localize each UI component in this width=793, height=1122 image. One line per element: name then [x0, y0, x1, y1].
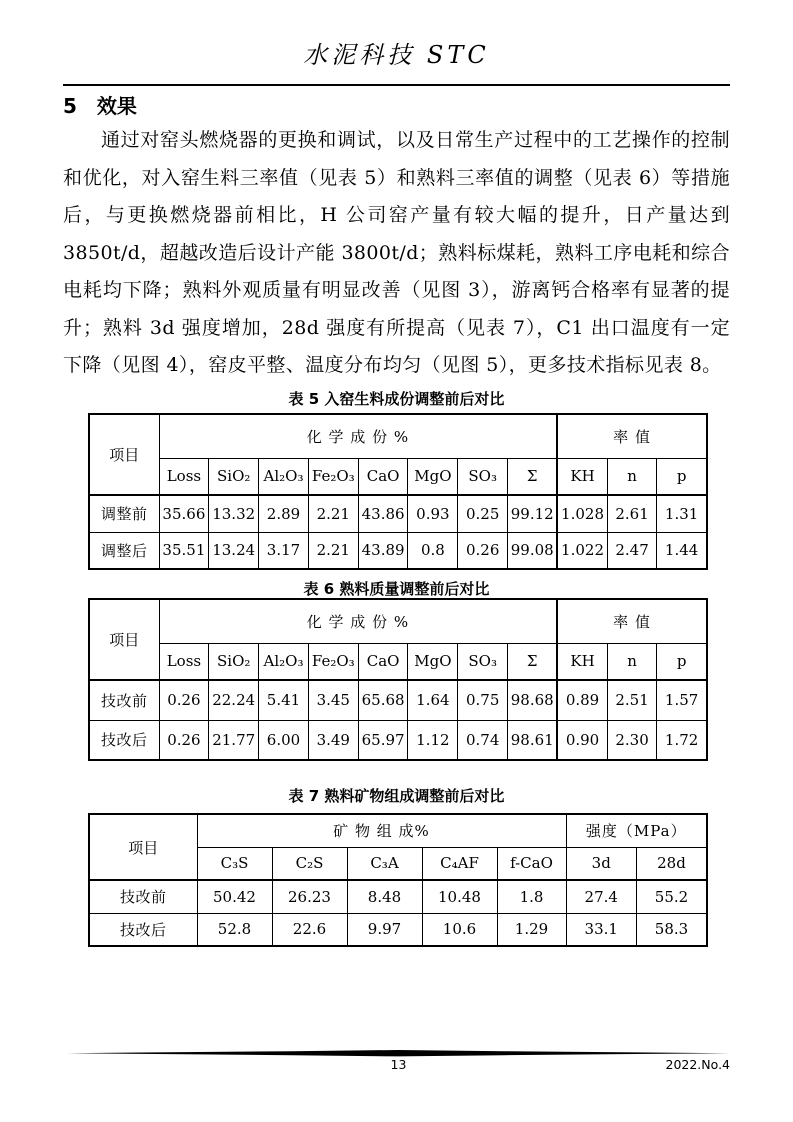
group-header: 强度（MPa） — [566, 814, 707, 847]
corner-header: 项目 — [89, 814, 197, 880]
table5-raw-meal-composition — [88, 413, 708, 570]
column-header: p — [657, 458, 707, 495]
data-cell: 35.66 — [159, 495, 209, 532]
data-cell: 0.26 — [159, 680, 209, 720]
data-cell: 1.29 — [497, 913, 566, 946]
data-cell: 1.31 — [657, 495, 707, 532]
data-cell: 43.86 — [358, 495, 408, 532]
data-cell: 1.44 — [657, 532, 707, 569]
data-cell: 1.8 — [497, 880, 566, 913]
data-cell: 5.41 — [259, 680, 309, 720]
table-row — [89, 532, 707, 569]
group-header: 率 值 — [557, 414, 706, 458]
header-rule — [63, 84, 730, 86]
data-cell: 43.89 — [358, 532, 408, 569]
column-header: 28d — [637, 847, 708, 880]
column-header: Loss — [159, 643, 209, 680]
table6-clinker-quality — [88, 598, 708, 761]
data-cell: 33.1 — [566, 913, 637, 946]
column-header: Al₂O₃ — [259, 458, 309, 495]
page-number: 13 — [390, 1057, 407, 1072]
data-cell: 0.75 — [458, 680, 508, 720]
data-cell: 1.12 — [408, 720, 458, 760]
section-heading — [63, 93, 137, 119]
data-cell: 1.64 — [408, 680, 458, 720]
column-header: C₃A — [347, 847, 422, 880]
data-cell: 0.26 — [458, 532, 508, 569]
footer — [67, 1057, 730, 1073]
data-cell: 27.4 — [566, 880, 637, 913]
column-header: Loss — [159, 458, 209, 495]
data-cell: 13.24 — [209, 532, 259, 569]
data-cell: 1.028 — [557, 495, 607, 532]
data-cell: 99.08 — [508, 532, 558, 569]
data-cell: 2.30 — [607, 720, 657, 760]
data-cell: 55.2 — [637, 880, 708, 913]
data-cell: 1.72 — [657, 720, 707, 760]
column-header: C₂S — [272, 847, 347, 880]
column-header: CaO — [358, 643, 408, 680]
column-header: KH — [557, 643, 607, 680]
data-cell: 0.93 — [408, 495, 458, 532]
row-label: 技改后 — [89, 913, 197, 946]
data-cell: 3.17 — [259, 532, 309, 569]
column-header: MgO — [408, 643, 458, 680]
column-header: n — [607, 458, 657, 495]
data-cell: 0.90 — [557, 720, 607, 760]
table7-caption: 表 7 熟料矿物组成调整前后对比 — [288, 787, 505, 805]
row-label: 技改前 — [89, 880, 197, 913]
data-cell: 1.022 — [557, 532, 607, 569]
data-cell: 13.32 — [209, 495, 259, 532]
data-cell: 0.89 — [557, 680, 607, 720]
data-cell: 10.48 — [422, 880, 497, 913]
data-cell: 22.24 — [209, 680, 259, 720]
row-label: 技改前 — [89, 680, 159, 720]
footer-rule — [67, 1050, 730, 1057]
data-cell: 2.21 — [308, 532, 358, 569]
group-header: 化 学 成 份 % — [159, 599, 557, 643]
data-cell: 3.49 — [308, 720, 358, 760]
group-header: 率 值 — [557, 599, 706, 643]
column-header: SO₃ — [458, 458, 508, 495]
data-cell: 2.51 — [607, 680, 657, 720]
section-number: 5 — [63, 94, 77, 118]
column-header: SiO₂ — [209, 643, 259, 680]
corner-header: 项目 — [89, 414, 159, 495]
data-cell: 0.25 — [458, 495, 508, 532]
table6-caption: 表 6 熟料质量调整前后对比 — [303, 580, 490, 598]
data-cell: 2.89 — [259, 495, 309, 532]
column-header: Fe₂O₃ — [308, 458, 358, 495]
row-label: 技改后 — [89, 720, 159, 760]
column-header: n — [607, 643, 657, 680]
column-header: CaO — [358, 458, 408, 495]
table-row — [89, 880, 707, 913]
group-header: 矿 物 组 成% — [197, 814, 566, 847]
row-label: 调整前 — [89, 495, 159, 532]
table-row — [89, 495, 707, 532]
table-row — [89, 680, 707, 720]
column-header: 3d — [566, 847, 637, 880]
data-cell: 0.74 — [458, 720, 508, 760]
column-header: Fe₂O₃ — [308, 643, 358, 680]
column-header: SO₃ — [458, 643, 508, 680]
data-cell: 98.68 — [508, 680, 558, 720]
data-cell: 9.97 — [347, 913, 422, 946]
data-cell: 99.12 — [508, 495, 558, 532]
column-header: Σ — [508, 643, 558, 680]
data-cell: 2.21 — [308, 495, 358, 532]
body-paragraph: 通过对窑头燃烧器的更换和调试，以及日常生产过程中的工艺操作的控制和优化，对入窑生料三率值（见表 5）和熟料三率值的调整（见表 6）等措施后，与更换燃烧器前相比，H 公司窑产量有较大幅的提升，日产量达到 3850t/d，超越改造后设计产能 3800t/d；熟料标煤耗，熟料工序电耗和综合电耗均下降；熟料外观质量有明显改善（见图 3），游离钙合格率有显著的提升；熟料 3d 强度增加，28d 强度有所提高（见表 7），C1 出口温度有一定下降（见图 4），窑皮平整、温度分布均匀（见图 5），更多技术指标见表 8。 — [63, 129, 730, 376]
data-cell: 22.6 — [272, 913, 347, 946]
table5-caption: 表 5 入窑生料成份调整前后对比 — [288, 390, 505, 408]
section-title: 效果 — [96, 94, 137, 118]
data-cell: 26.23 — [272, 880, 347, 913]
table-row — [89, 720, 707, 760]
data-cell: 1.57 — [657, 680, 707, 720]
data-cell: 0.26 — [159, 720, 209, 760]
data-cell: 21.77 — [209, 720, 259, 760]
column-header: Al₂O₃ — [259, 643, 309, 680]
column-header: p — [657, 643, 707, 680]
corner-header: 项目 — [89, 599, 159, 680]
data-cell: 50.42 — [197, 880, 272, 913]
table7-clinker-minerals — [88, 813, 708, 947]
data-cell: 0.8 — [408, 532, 458, 569]
row-label: 调整后 — [89, 532, 159, 569]
data-cell: 35.51 — [159, 532, 209, 569]
data-cell: 10.6 — [422, 913, 497, 946]
column-header: C₃S — [197, 847, 272, 880]
column-header: SiO₂ — [209, 458, 259, 495]
column-header: f-CaO — [497, 847, 566, 880]
data-cell: 2.47 — [607, 532, 657, 569]
data-cell: 52.8 — [197, 913, 272, 946]
column-header: C₄AF — [422, 847, 497, 880]
data-cell: 98.61 — [508, 720, 558, 760]
data-cell: 2.61 — [607, 495, 657, 532]
data-cell: 3.45 — [308, 680, 358, 720]
column-header: MgO — [408, 458, 458, 495]
data-cell: 65.68 — [358, 680, 408, 720]
data-cell: 65.97 — [358, 720, 408, 760]
table-row — [89, 913, 707, 946]
data-cell: 6.00 — [259, 720, 309, 760]
column-header: Σ — [508, 458, 558, 495]
data-cell: 8.48 — [347, 880, 422, 913]
group-header: 化 学 成 份 % — [159, 414, 557, 458]
journal-title: 水泥科技 STC — [303, 41, 490, 69]
data-cell: 58.3 — [637, 913, 708, 946]
issue-number: 2022.No.4 — [665, 1057, 730, 1072]
column-header: KH — [557, 458, 607, 495]
